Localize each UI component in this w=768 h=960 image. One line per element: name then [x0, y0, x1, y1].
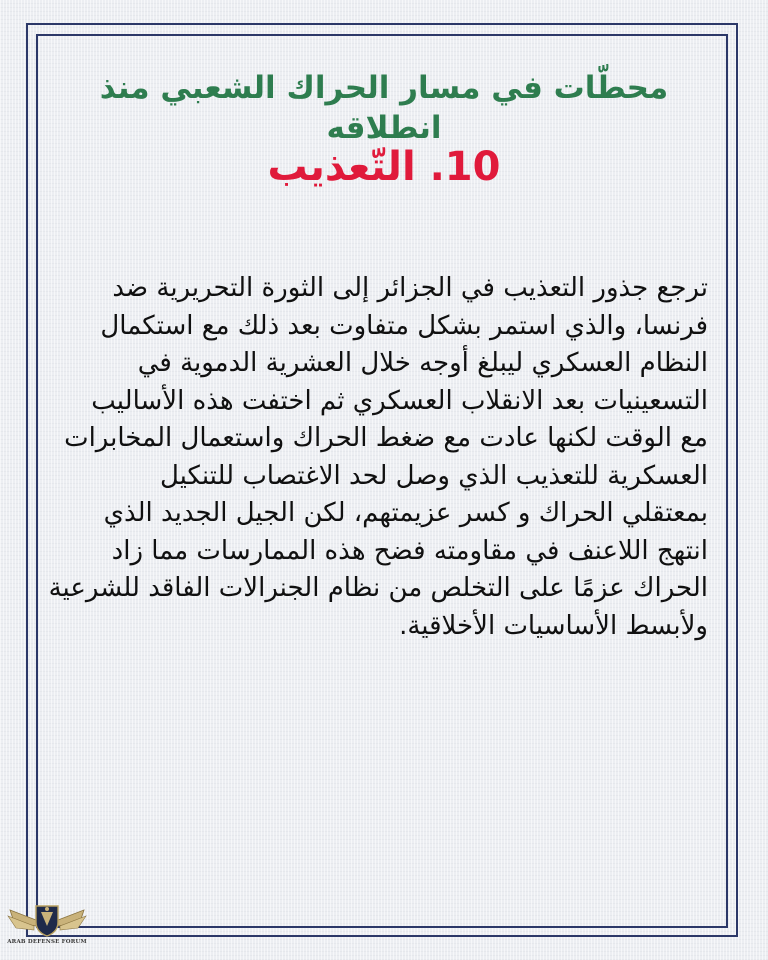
article-line: فرنسا، والذي استمر بشكل متفاوت بعد ذلك مع استكمال: [100, 310, 708, 341]
episode-title: 10. التّعذيب: [267, 144, 501, 190]
article-line: بمعتقلي الحراك و كسر عزيمتهم، لكن الجيل الجديد الذي: [103, 498, 708, 528]
article-body: [48, 270, 708, 645]
series-title: محطّات في مسار الحراك الشعبي منذ انطلاقه: [99, 70, 669, 146]
article-line: النظام العسكري ليبلغ أوجه خلال العشرية الدموية في: [137, 348, 708, 378]
article-line: ترجع جذور التعذيب في الجزائر إلى الثورة التحريرية ضد: [112, 273, 708, 303]
article-line: الحراك عزمًا على التخلص من نظام الجنرالات الفاقد للشرعية: [48, 573, 708, 603]
forum-logo-icon: [6, 896, 88, 958]
article-line: مع الوقت لكنها عادت مع ضغط الحراك واستعمال المخابرات: [64, 423, 708, 453]
article-line: ولأبسط الأساسيات الأخلاقية.: [399, 610, 708, 641]
article-line: العسكرية للتعذيب الذي وصل لحد الاغتصاب للتنكيل: [159, 460, 708, 491]
article-line: انتهج اللاعنف في مقاومته فضح هذه الممارسات مما زاد: [111, 535, 708, 566]
article-line: التسعينيات بعد الانقلاب العسكري ثم اختفت هذه الأساليب: [91, 385, 708, 416]
forum-logo-caption: ARAB DEFENSE FORUM: [7, 939, 87, 945]
